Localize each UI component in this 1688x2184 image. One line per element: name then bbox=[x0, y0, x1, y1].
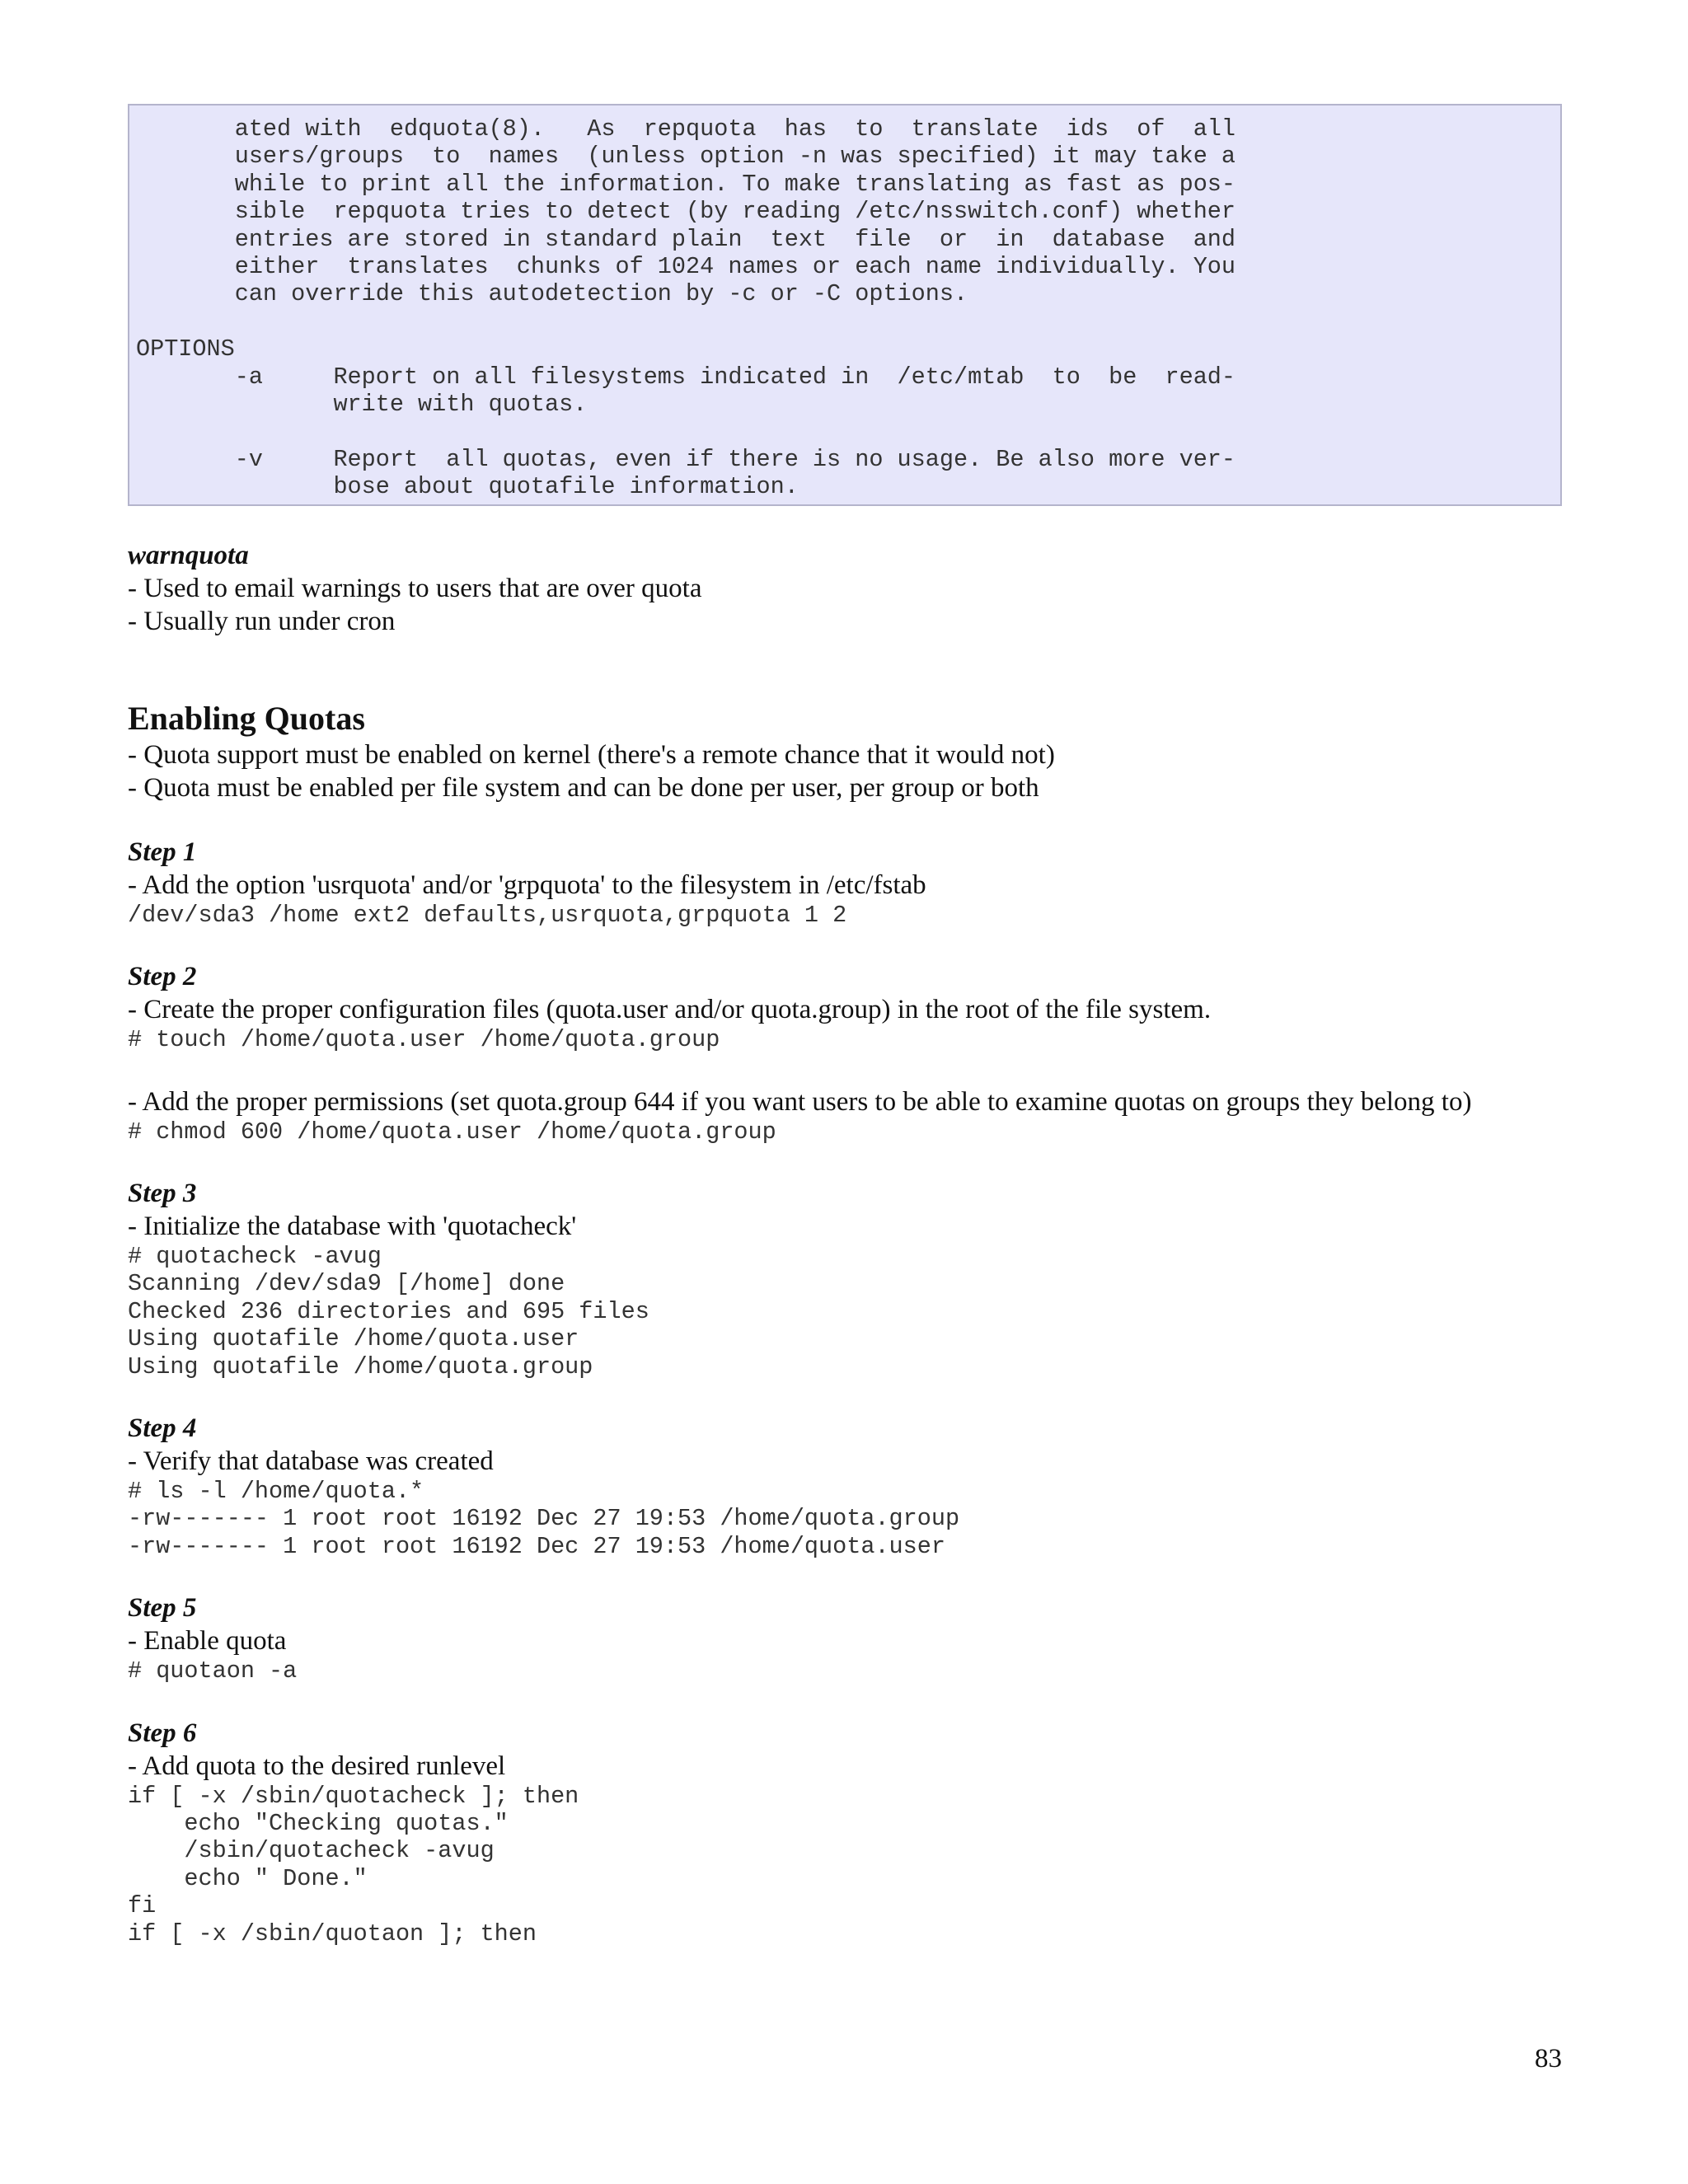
man-line: -a Report on all filesystems indicated in /etc/mtab to be read- bbox=[136, 363, 1236, 391]
man-line: bose about quotafile information. bbox=[136, 473, 799, 501]
document-page bbox=[128, 104, 1562, 1947]
step3-code: # quotacheck -avug Scanning /dev/sda9 [/home] done Checked 236 directories and 695 files Using quotafile /home/quota.user Using quotafile /home/quota.group bbox=[128, 1242, 649, 1380]
step4-code: # ls -l /home/quota.* -rw------- 1 root root 16192 Dec 27 19:53 /home/quota.group -rw------- 1 root root 16192 Dec 27 19:53 /home/quota.user bbox=[128, 1477, 960, 1560]
enabling-quotas-heading: Enabling Quotas bbox=[128, 699, 365, 737]
step2-code: # touch /home/quota.user /home/quota.group bbox=[128, 1026, 720, 1054]
step1-label: Step 1 bbox=[128, 837, 197, 867]
step2-label: Step 2 bbox=[128, 962, 197, 992]
man-page-excerpt bbox=[128, 104, 1562, 506]
step5-text: - Enable quota bbox=[128, 1626, 287, 1657]
man-line: write with quotas. bbox=[136, 391, 588, 419]
step4-label: Step 4 bbox=[128, 1413, 197, 1443]
man-line: ated with edquota(8). As repquota has to translate ids of all bbox=[136, 115, 1236, 143]
step3-label: Step 3 bbox=[128, 1178, 197, 1208]
step3-text: - Initialize the database with 'quotacheck' bbox=[128, 1211, 577, 1241]
step1-code: /dev/sda3 /home ext2 defaults,usrquota,grpquota 1 2 bbox=[128, 901, 847, 929]
man-line: sible repquota tries to detect (by reading /etc/nsswitch.conf) whether bbox=[136, 198, 1236, 226]
man-line: -v Report all quotas, even if there is no usage. Be also more ver- bbox=[136, 445, 1236, 473]
step6-code: if [ -x /sbin/quotacheck ]; then echo "Checking quotas." /sbin/quotacheck -avug echo " Done." fi if [ -x /sbin/quotaon ]; then bbox=[128, 1782, 579, 1947]
warnquota-title: warnquota bbox=[128, 540, 249, 570]
man-line: entries are stored in standard plain text file or in database and bbox=[136, 225, 1236, 253]
man-line bbox=[136, 418, 1554, 445]
step5-code: # quotaon -a bbox=[128, 1657, 298, 1685]
step5-label: Step 5 bbox=[128, 1593, 197, 1624]
man-options-heading: OPTIONS bbox=[136, 335, 235, 363]
warnquota-bullet: - Usually run under cron bbox=[128, 606, 396, 636]
step2-text: - Create the proper configuration files (quota.user and/or quota.group) in the root of the file system. bbox=[128, 995, 1212, 1025]
warnquota-bullet: - Used to email warnings to users that are over quota bbox=[128, 573, 702, 603]
step2-code2: # chmod 600 /home/quota.user /home/quota.group bbox=[128, 1118, 776, 1146]
step4-text: - Verify that database was created bbox=[128, 1446, 494, 1476]
man-line: can override this autodetection by -c or -C options. bbox=[136, 280, 968, 308]
man-line: either translates chunks of 1024 names or each name individually. You bbox=[136, 253, 1236, 281]
enabling-bullet: - Quota must be enabled per file system and can be done per user, per group or both bbox=[128, 772, 1039, 803]
step1-text: - Add the option 'usrquota' and/or 'grpquota' to the filesystem in /etc/fstab bbox=[128, 869, 926, 900]
step6-label: Step 6 bbox=[128, 1718, 197, 1748]
page-number: 83 bbox=[1535, 2044, 1562, 2074]
man-line: while to print all the information. To make translating as fast as pos- bbox=[136, 170, 1236, 198]
enabling-bullet: - Quota support must be enabled on kernel (there's a remote chance that it would not) bbox=[128, 739, 1055, 770]
step6-text: - Add quota to the desired runlevel bbox=[128, 1750, 506, 1781]
man-line bbox=[136, 308, 1554, 335]
step2-text2: - Add the proper permissions (set quota.group 644 if you want users to be able to examine quotas on groups they belong to) bbox=[128, 1086, 1472, 1117]
man-line: users/groups to names (unless option -n was specified) it may take a bbox=[136, 143, 1236, 171]
